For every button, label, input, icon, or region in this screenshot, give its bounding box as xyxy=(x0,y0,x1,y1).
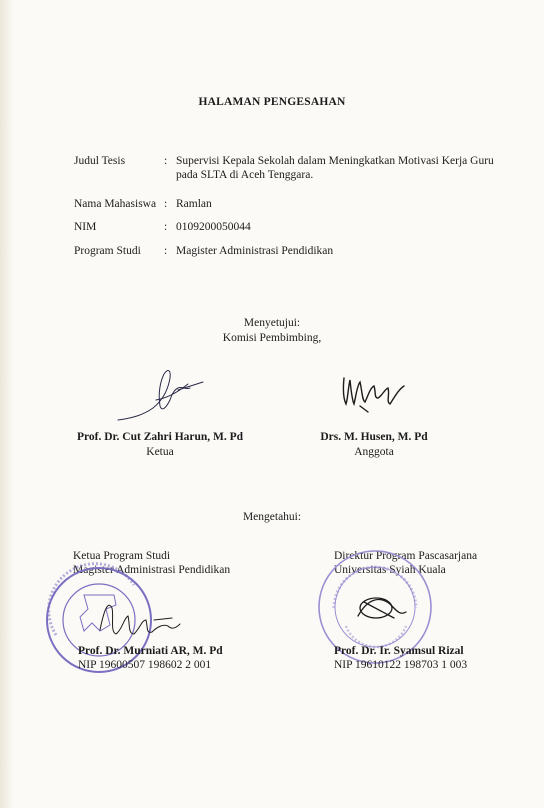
advisor-2-block xyxy=(294,430,454,460)
field-label: Nama Mahasiswa xyxy=(74,198,157,210)
official-2-title-1: Direktur Program Pascasarjana xyxy=(334,550,478,562)
approval-line-2: Komisi Pembimbing, xyxy=(222,332,322,344)
field-label: Judul Tesis xyxy=(74,155,126,167)
signature-official-1 xyxy=(94,590,184,650)
field-colon: : xyxy=(164,245,168,257)
official-1-nip: NIP 19600507 198602 2 001 xyxy=(78,659,212,671)
signature-official-2 xyxy=(350,590,410,630)
paper-edge-shadow xyxy=(0,0,14,808)
advisor-2-name: Drs. M. Husen, M. Pd xyxy=(320,431,428,443)
official-2-nip: NIP 19610122 198703 1 003 xyxy=(334,659,468,671)
official-1-sign-block xyxy=(78,644,223,672)
page-title: HALAMAN PENGESAHAN xyxy=(198,96,346,108)
field-value: Ramlan xyxy=(176,198,212,210)
advisor-1-block xyxy=(70,430,250,460)
field-colon: : xyxy=(164,221,168,233)
signature-advisor-1 xyxy=(108,360,208,430)
advisor-2-role: Anggota xyxy=(354,446,394,458)
field-colon: : xyxy=(164,198,168,210)
acknowledged-heading: Mengetahui: xyxy=(242,511,302,523)
field-label: Program Studi xyxy=(74,245,141,257)
approval-heading xyxy=(0,316,544,346)
field-value: 0109200050044 xyxy=(176,221,251,233)
official-2-name: Prof. Dr. Ir. Syamsul Rizal xyxy=(334,645,464,657)
advisor-1-role: Ketua xyxy=(146,446,174,458)
approval-line-1: Menyetujui: xyxy=(243,317,301,329)
field-colon: : xyxy=(164,155,168,167)
signature-advisor-2 xyxy=(340,368,410,418)
field-value: Supervisi Kepala Sekolah dalam Meningkatkan Motivasi Kerja Guru pada SLTA di Aceh Tenggara. xyxy=(176,155,494,181)
official-1-title-1: Ketua Program Studi xyxy=(73,550,171,562)
advisor-1-name: Prof. Dr. Cut Zahri Harun, M. Pd xyxy=(76,431,244,443)
official-1-name: Prof. Dr. Murniati AR, M. Pd xyxy=(78,645,223,657)
official-2-sign-block xyxy=(334,644,467,672)
field-value: Magister Administrasi Pendidikan xyxy=(176,245,334,257)
field-label: NIM xyxy=(74,221,97,233)
official-2-title-2: Universitas Syiah Kuala xyxy=(334,564,446,576)
official-1-title-2: Magister Administrasi Pendidikan xyxy=(73,564,231,576)
